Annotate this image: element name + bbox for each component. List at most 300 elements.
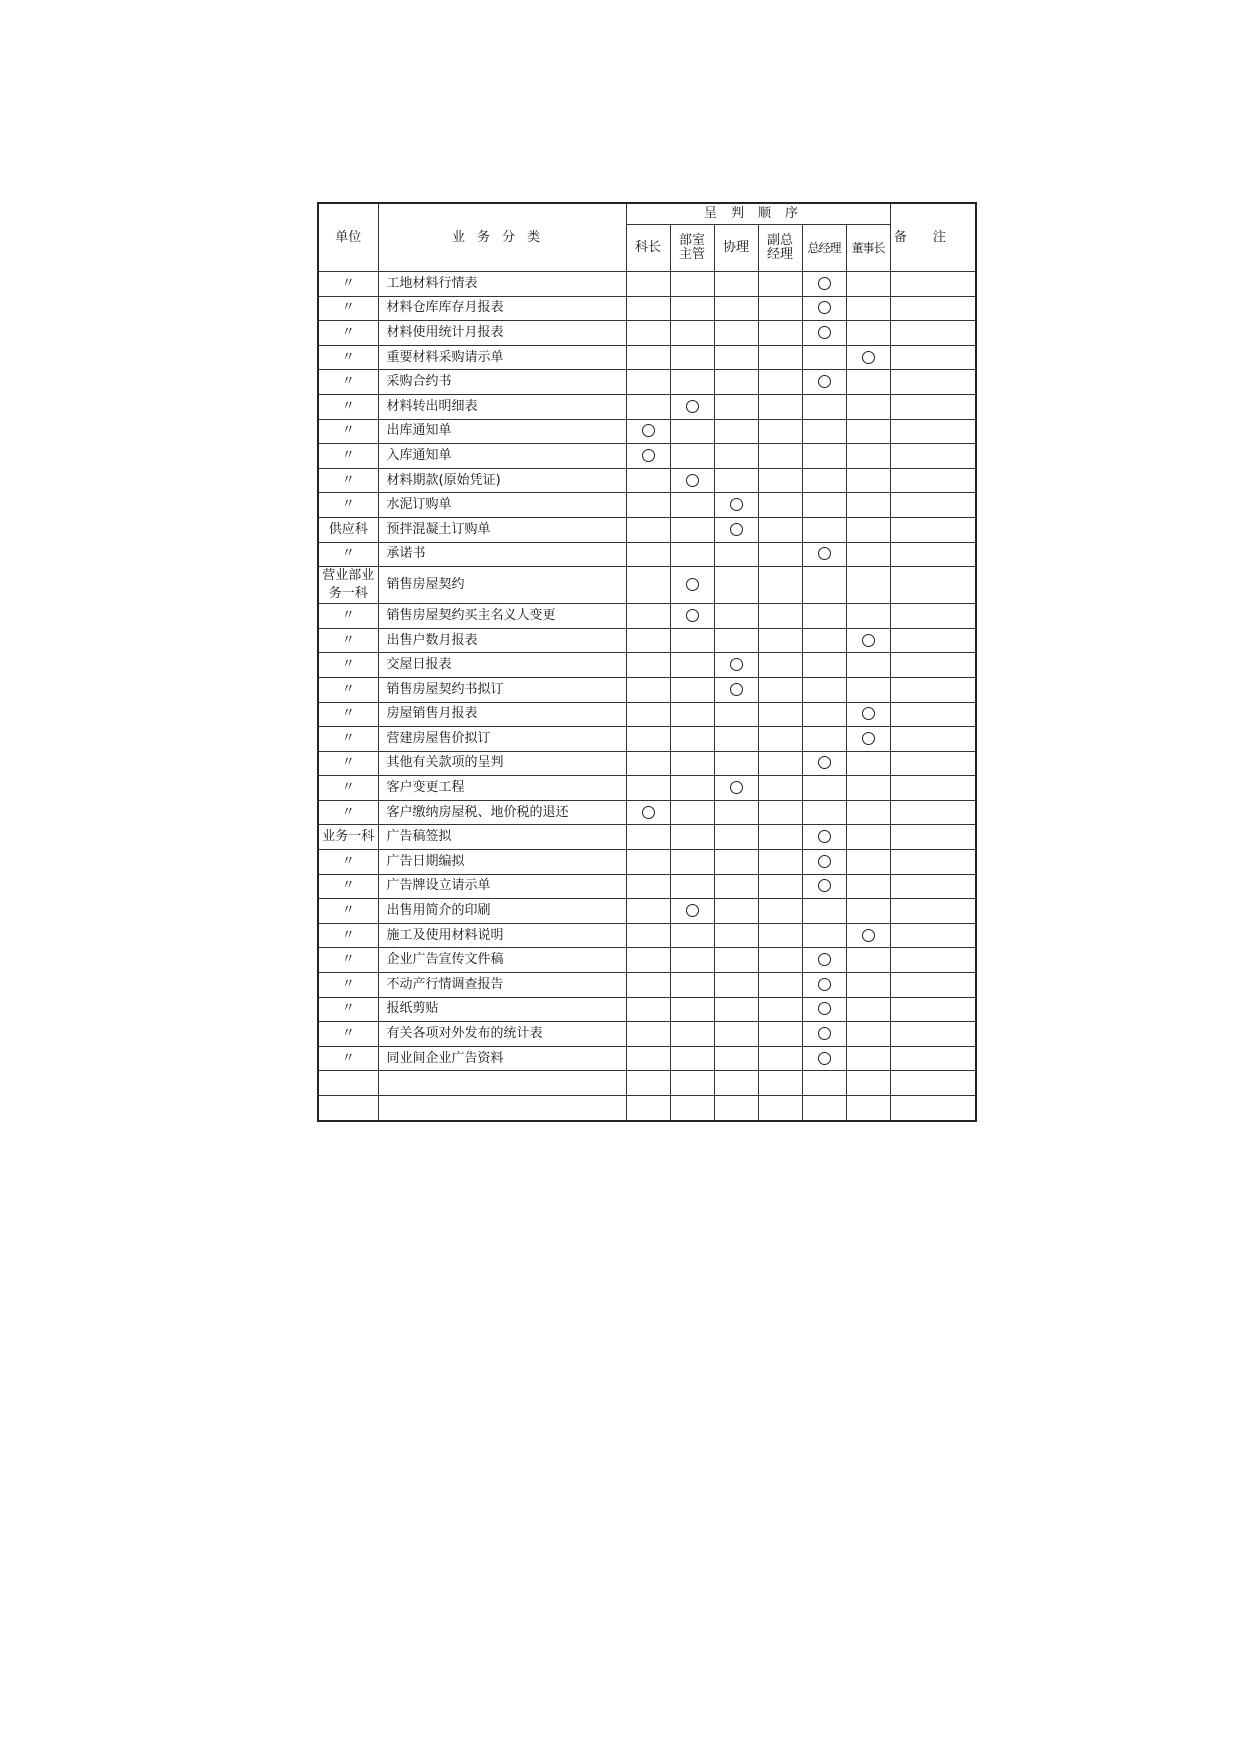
row-remarks bbox=[890, 850, 976, 875]
header-level-chairman: 董事长 bbox=[846, 225, 890, 272]
approval-cell bbox=[626, 800, 670, 825]
header-level-general-manager: 总经理 bbox=[802, 225, 846, 272]
row-unit: 〃 bbox=[318, 296, 378, 321]
approval-cell bbox=[758, 677, 802, 702]
approval-cell bbox=[846, 727, 890, 752]
approval-cell bbox=[670, 800, 714, 825]
table-row bbox=[318, 419, 976, 444]
row-remarks bbox=[890, 1071, 976, 1096]
approval-cell bbox=[670, 874, 714, 899]
approval-circle-icon bbox=[818, 1002, 831, 1015]
approval-cell bbox=[670, 604, 714, 629]
approval-cell bbox=[846, 444, 890, 469]
row-remarks bbox=[890, 370, 976, 395]
row-unit: 〃 bbox=[318, 444, 378, 469]
approval-cell bbox=[670, 997, 714, 1022]
approval-cell bbox=[802, 702, 846, 727]
approval-cell bbox=[802, 825, 846, 850]
approval-cell bbox=[758, 419, 802, 444]
approval-cell bbox=[802, 1046, 846, 1071]
approval-cell bbox=[846, 997, 890, 1022]
row-unit: 〃 bbox=[318, 468, 378, 493]
row-category bbox=[378, 1096, 626, 1121]
row-remarks bbox=[890, 800, 976, 825]
approval-circle-icon bbox=[818, 375, 831, 388]
approval-cell bbox=[758, 825, 802, 850]
row-category: 入库通知单 bbox=[378, 444, 626, 469]
approval-cell bbox=[714, 677, 758, 702]
approval-cell bbox=[670, 1096, 714, 1121]
approval-cell bbox=[626, 296, 670, 321]
approval-cell bbox=[802, 997, 846, 1022]
approval-cell bbox=[758, 468, 802, 493]
row-category: 材料转出明细表 bbox=[378, 394, 626, 419]
approval-cell bbox=[626, 419, 670, 444]
table-row bbox=[318, 997, 976, 1022]
table-row bbox=[318, 296, 976, 321]
row-category: 客户变更工程 bbox=[378, 776, 626, 801]
row-unit: 〃 bbox=[318, 370, 378, 395]
approval-cell bbox=[714, 653, 758, 678]
approval-cell bbox=[714, 923, 758, 948]
approval-cell bbox=[670, 419, 714, 444]
approval-cell bbox=[846, 394, 890, 419]
approval-cell bbox=[802, 973, 846, 998]
header-unit: 单位 bbox=[318, 203, 378, 272]
row-category: 其他有关款项的呈判 bbox=[378, 751, 626, 776]
row-remarks bbox=[890, 1096, 976, 1121]
table-row bbox=[318, 370, 976, 395]
row-remarks bbox=[890, 923, 976, 948]
row-unit: 〃 bbox=[318, 272, 378, 297]
approval-cell bbox=[758, 751, 802, 776]
approval-cell bbox=[626, 517, 670, 542]
row-unit: 〃 bbox=[318, 923, 378, 948]
approval-cell bbox=[802, 394, 846, 419]
approval-circle-icon bbox=[862, 351, 875, 364]
approval-cell bbox=[758, 296, 802, 321]
approval-cell bbox=[758, 493, 802, 518]
approval-cell bbox=[670, 567, 714, 604]
row-remarks bbox=[890, 751, 976, 776]
approval-cell bbox=[626, 973, 670, 998]
row-unit: 〃 bbox=[318, 653, 378, 678]
approval-cell bbox=[758, 370, 802, 395]
table-row bbox=[318, 776, 976, 801]
approval-cell bbox=[714, 604, 758, 629]
approval-cell bbox=[670, 973, 714, 998]
table-row bbox=[318, 653, 976, 678]
approval-circle-icon bbox=[818, 277, 831, 290]
header-remarks: 备注 bbox=[890, 203, 976, 272]
approval-cell bbox=[626, 542, 670, 567]
approval-cell bbox=[802, 948, 846, 973]
approval-cell bbox=[758, 1022, 802, 1047]
header-level-deputy-gm: 副总经理 bbox=[758, 225, 802, 272]
approval-cell bbox=[714, 444, 758, 469]
approval-cell bbox=[714, 850, 758, 875]
row-unit: 〃 bbox=[318, 874, 378, 899]
approval-cell bbox=[802, 272, 846, 297]
row-remarks bbox=[890, 1022, 976, 1047]
approval-cell bbox=[626, 567, 670, 604]
header-level-section-chief: 科长 bbox=[626, 225, 670, 272]
approval-cell bbox=[758, 727, 802, 752]
row-category: 销售房屋契约买主名义人变更 bbox=[378, 604, 626, 629]
approval-cell bbox=[846, 973, 890, 998]
approval-cell bbox=[846, 899, 890, 924]
approval-cell bbox=[626, 394, 670, 419]
approval-circle-icon bbox=[862, 732, 875, 745]
table-row bbox=[318, 751, 976, 776]
approval-circle-icon bbox=[686, 609, 699, 622]
approval-cell bbox=[626, 1022, 670, 1047]
table-row bbox=[318, 1046, 976, 1071]
approval-cell bbox=[758, 542, 802, 567]
approval-circle-icon bbox=[818, 879, 831, 892]
approval-cell bbox=[802, 493, 846, 518]
row-unit: 〃 bbox=[318, 997, 378, 1022]
row-unit: 〃 bbox=[318, 542, 378, 567]
approval-cell bbox=[758, 345, 802, 370]
approval-cell bbox=[758, 1071, 802, 1096]
approval-cell bbox=[670, 948, 714, 973]
approval-cell bbox=[626, 272, 670, 297]
approval-circle-icon bbox=[818, 301, 831, 314]
approval-cell bbox=[758, 444, 802, 469]
approval-cell bbox=[846, 776, 890, 801]
approval-circle-icon bbox=[686, 474, 699, 487]
approval-cell bbox=[670, 1071, 714, 1096]
approval-cell bbox=[802, 321, 846, 346]
approval-cell bbox=[758, 1046, 802, 1071]
approval-cell bbox=[670, 517, 714, 542]
approval-cell bbox=[714, 751, 758, 776]
header-level-department-head: 部室主管 bbox=[670, 225, 714, 272]
table-row bbox=[318, 542, 976, 567]
row-category: 报纸剪贴 bbox=[378, 997, 626, 1022]
row-remarks bbox=[890, 776, 976, 801]
approval-circle-icon bbox=[686, 904, 699, 917]
table-row bbox=[318, 394, 976, 419]
header-approval-sequence: 呈判顺序 bbox=[626, 203, 890, 225]
approval-cell bbox=[626, 751, 670, 776]
approval-cell bbox=[758, 948, 802, 973]
row-category: 施工及使用材料说明 bbox=[378, 923, 626, 948]
row-category: 广告日期编拟 bbox=[378, 850, 626, 875]
approval-circle-icon bbox=[818, 953, 831, 966]
approval-cell bbox=[626, 677, 670, 702]
row-remarks bbox=[890, 321, 976, 346]
approval-circle-icon bbox=[862, 929, 875, 942]
approval-circle-icon bbox=[642, 449, 655, 462]
approval-cell bbox=[846, 345, 890, 370]
approval-circle-icon bbox=[818, 1027, 831, 1040]
row-unit: 〃 bbox=[318, 850, 378, 875]
approval-cell bbox=[670, 825, 714, 850]
row-unit: 〃 bbox=[318, 702, 378, 727]
approval-circle-icon bbox=[818, 855, 831, 868]
row-remarks bbox=[890, 272, 976, 297]
approval-cell bbox=[670, 923, 714, 948]
approval-cell bbox=[846, 517, 890, 542]
table-header bbox=[318, 203, 976, 272]
approval-cell bbox=[626, 370, 670, 395]
row-category: 有关各项对外发布的统计表 bbox=[378, 1022, 626, 1047]
approval-cell bbox=[846, 419, 890, 444]
approval-cell bbox=[758, 702, 802, 727]
row-unit: 营业部业务一科 bbox=[318, 567, 378, 604]
row-category: 同业间企业广告资料 bbox=[378, 1046, 626, 1071]
approval-cell bbox=[758, 653, 802, 678]
approval-cell bbox=[714, 542, 758, 567]
approval-cell bbox=[626, 321, 670, 346]
table-row bbox=[318, 604, 976, 629]
table-row bbox=[318, 345, 976, 370]
row-unit: 〃 bbox=[318, 899, 378, 924]
header-level-assistant-manager: 协理 bbox=[714, 225, 758, 272]
row-category: 不动产行情调查报告 bbox=[378, 973, 626, 998]
approval-cell bbox=[714, 394, 758, 419]
approval-cell bbox=[670, 394, 714, 419]
row-category: 承诺书 bbox=[378, 542, 626, 567]
row-remarks bbox=[890, 345, 976, 370]
row-category: 营建房屋售价拟订 bbox=[378, 727, 626, 752]
row-unit: 〃 bbox=[318, 493, 378, 518]
row-remarks bbox=[890, 899, 976, 924]
row-remarks bbox=[890, 419, 976, 444]
approval-circle-icon bbox=[642, 806, 655, 819]
approval-cell bbox=[802, 923, 846, 948]
table-row bbox=[318, 850, 976, 875]
approval-cell bbox=[670, 296, 714, 321]
approval-circle-icon bbox=[730, 658, 743, 671]
approval-cell bbox=[670, 272, 714, 297]
approval-cell bbox=[802, 604, 846, 629]
row-unit: 〃 bbox=[318, 751, 378, 776]
approval-cell bbox=[758, 394, 802, 419]
approval-cell bbox=[626, 1096, 670, 1121]
table-row bbox=[318, 321, 976, 346]
row-category: 客户缴纳房屋税、地价税的退还 bbox=[378, 800, 626, 825]
table-row bbox=[318, 628, 976, 653]
row-category: 交屋日报表 bbox=[378, 653, 626, 678]
row-category: 采购合约书 bbox=[378, 370, 626, 395]
approval-cell bbox=[802, 542, 846, 567]
approval-cell bbox=[626, 874, 670, 899]
approval-cell bbox=[626, 702, 670, 727]
table-row bbox=[318, 493, 976, 518]
approval-circle-icon bbox=[730, 781, 743, 794]
row-remarks bbox=[890, 948, 976, 973]
table-row bbox=[318, 272, 976, 297]
row-category: 水泥订购单 bbox=[378, 493, 626, 518]
approval-cell bbox=[626, 727, 670, 752]
approval-cell bbox=[758, 628, 802, 653]
approval-cell bbox=[670, 677, 714, 702]
approval-cell bbox=[670, 370, 714, 395]
row-unit: 〃 bbox=[318, 677, 378, 702]
approval-cell bbox=[846, 874, 890, 899]
approval-cell bbox=[714, 419, 758, 444]
row-remarks bbox=[890, 394, 976, 419]
approval-cell bbox=[670, 751, 714, 776]
table-row bbox=[318, 567, 976, 604]
row-remarks bbox=[890, 874, 976, 899]
row-unit: 〃 bbox=[318, 345, 378, 370]
approval-cell bbox=[846, 1096, 890, 1121]
approval-circle-icon bbox=[730, 683, 743, 696]
approval-cell bbox=[846, 296, 890, 321]
row-remarks bbox=[890, 493, 976, 518]
approval-cell bbox=[670, 468, 714, 493]
approval-cell bbox=[670, 776, 714, 801]
row-unit: 〃 bbox=[318, 948, 378, 973]
approval-cell bbox=[846, 604, 890, 629]
approval-cell bbox=[802, 874, 846, 899]
table-row bbox=[318, 923, 976, 948]
approval-circle-icon bbox=[686, 578, 699, 591]
approval-cell bbox=[714, 567, 758, 604]
approval-cell bbox=[670, 493, 714, 518]
row-remarks bbox=[890, 727, 976, 752]
approval-cell bbox=[626, 653, 670, 678]
approval-cell bbox=[714, 874, 758, 899]
approval-cell bbox=[714, 517, 758, 542]
row-unit: 〃 bbox=[318, 973, 378, 998]
approval-circle-icon bbox=[730, 498, 743, 511]
approval-cell bbox=[670, 653, 714, 678]
approval-cell bbox=[846, 321, 890, 346]
row-remarks bbox=[890, 653, 976, 678]
approval-cell bbox=[846, 751, 890, 776]
approval-cell bbox=[714, 628, 758, 653]
table-row bbox=[318, 468, 976, 493]
approval-cell bbox=[626, 776, 670, 801]
approval-cell bbox=[802, 677, 846, 702]
approval-cell bbox=[626, 604, 670, 629]
approval-cell bbox=[846, 825, 890, 850]
approval-circle-icon bbox=[818, 326, 831, 339]
approval-cell bbox=[714, 776, 758, 801]
approval-cell bbox=[802, 296, 846, 321]
row-remarks bbox=[890, 677, 976, 702]
approval-cell bbox=[846, 1022, 890, 1047]
approval-cell bbox=[846, 702, 890, 727]
row-category: 材料使用统计月报表 bbox=[378, 321, 626, 346]
approval-cell bbox=[626, 493, 670, 518]
table-row bbox=[318, 1096, 976, 1121]
table-row bbox=[318, 517, 976, 542]
approval-cell bbox=[626, 923, 670, 948]
row-unit: 〃 bbox=[318, 727, 378, 752]
approval-cell bbox=[670, 899, 714, 924]
approval-cell bbox=[846, 1071, 890, 1096]
approval-cell bbox=[802, 419, 846, 444]
approval-sequence-table bbox=[317, 202, 977, 1122]
approval-cell bbox=[802, 653, 846, 678]
row-category: 材料仓库库存月报表 bbox=[378, 296, 626, 321]
approval-circle-icon bbox=[862, 634, 875, 647]
approval-cell bbox=[714, 948, 758, 973]
approval-cell bbox=[846, 677, 890, 702]
row-remarks bbox=[890, 628, 976, 653]
approval-cell bbox=[714, 973, 758, 998]
approval-cell bbox=[802, 370, 846, 395]
approval-cell bbox=[714, 825, 758, 850]
table-row bbox=[318, 874, 976, 899]
approval-cell bbox=[714, 800, 758, 825]
approval-circle-icon bbox=[642, 424, 655, 437]
table-row bbox=[318, 899, 976, 924]
approval-cell bbox=[758, 1096, 802, 1121]
table-row bbox=[318, 1022, 976, 1047]
table-row bbox=[318, 677, 976, 702]
approval-cell bbox=[758, 567, 802, 604]
row-unit: 〃 bbox=[318, 419, 378, 444]
row-remarks bbox=[890, 468, 976, 493]
row-category: 出售户数月报表 bbox=[378, 628, 626, 653]
approval-cell bbox=[802, 1071, 846, 1096]
approval-cell bbox=[846, 468, 890, 493]
approval-cell bbox=[846, 653, 890, 678]
row-category: 销售房屋契约 bbox=[378, 567, 626, 604]
row-remarks bbox=[890, 1046, 976, 1071]
approval-cell bbox=[846, 800, 890, 825]
approval-cell bbox=[758, 800, 802, 825]
row-category: 企业广告宣传文件稿 bbox=[378, 948, 626, 973]
approval-cell bbox=[846, 1046, 890, 1071]
approval-cell bbox=[758, 997, 802, 1022]
approval-cell bbox=[758, 604, 802, 629]
approval-cell bbox=[758, 874, 802, 899]
approval-cell bbox=[626, 345, 670, 370]
approval-cell bbox=[846, 370, 890, 395]
approval-cell bbox=[670, 1046, 714, 1071]
table-row bbox=[318, 800, 976, 825]
row-unit bbox=[318, 1071, 378, 1096]
approval-cell bbox=[758, 776, 802, 801]
approval-cell bbox=[714, 272, 758, 297]
row-unit: 〃 bbox=[318, 1022, 378, 1047]
table-row bbox=[318, 727, 976, 752]
row-unit: 〃 bbox=[318, 628, 378, 653]
approval-cell bbox=[626, 825, 670, 850]
approval-cell bbox=[714, 1046, 758, 1071]
row-unit: 〃 bbox=[318, 776, 378, 801]
table-row bbox=[318, 1071, 976, 1096]
approval-cell bbox=[670, 850, 714, 875]
approval-cell bbox=[626, 1046, 670, 1071]
row-remarks bbox=[890, 973, 976, 998]
approval-cell bbox=[670, 702, 714, 727]
approval-circle-icon bbox=[818, 978, 831, 991]
row-remarks bbox=[890, 444, 976, 469]
approval-cell bbox=[802, 628, 846, 653]
approval-cell bbox=[846, 948, 890, 973]
row-category: 销售房屋契约书拟订 bbox=[378, 677, 626, 702]
approval-cell bbox=[846, 493, 890, 518]
approval-cell bbox=[670, 1022, 714, 1047]
approval-cell bbox=[846, 923, 890, 948]
approval-cell bbox=[714, 468, 758, 493]
approval-cell bbox=[802, 1022, 846, 1047]
approval-cell bbox=[802, 468, 846, 493]
approval-cell bbox=[758, 973, 802, 998]
approval-circle-icon bbox=[818, 547, 831, 560]
approval-cell bbox=[626, 850, 670, 875]
approval-cell bbox=[714, 321, 758, 346]
